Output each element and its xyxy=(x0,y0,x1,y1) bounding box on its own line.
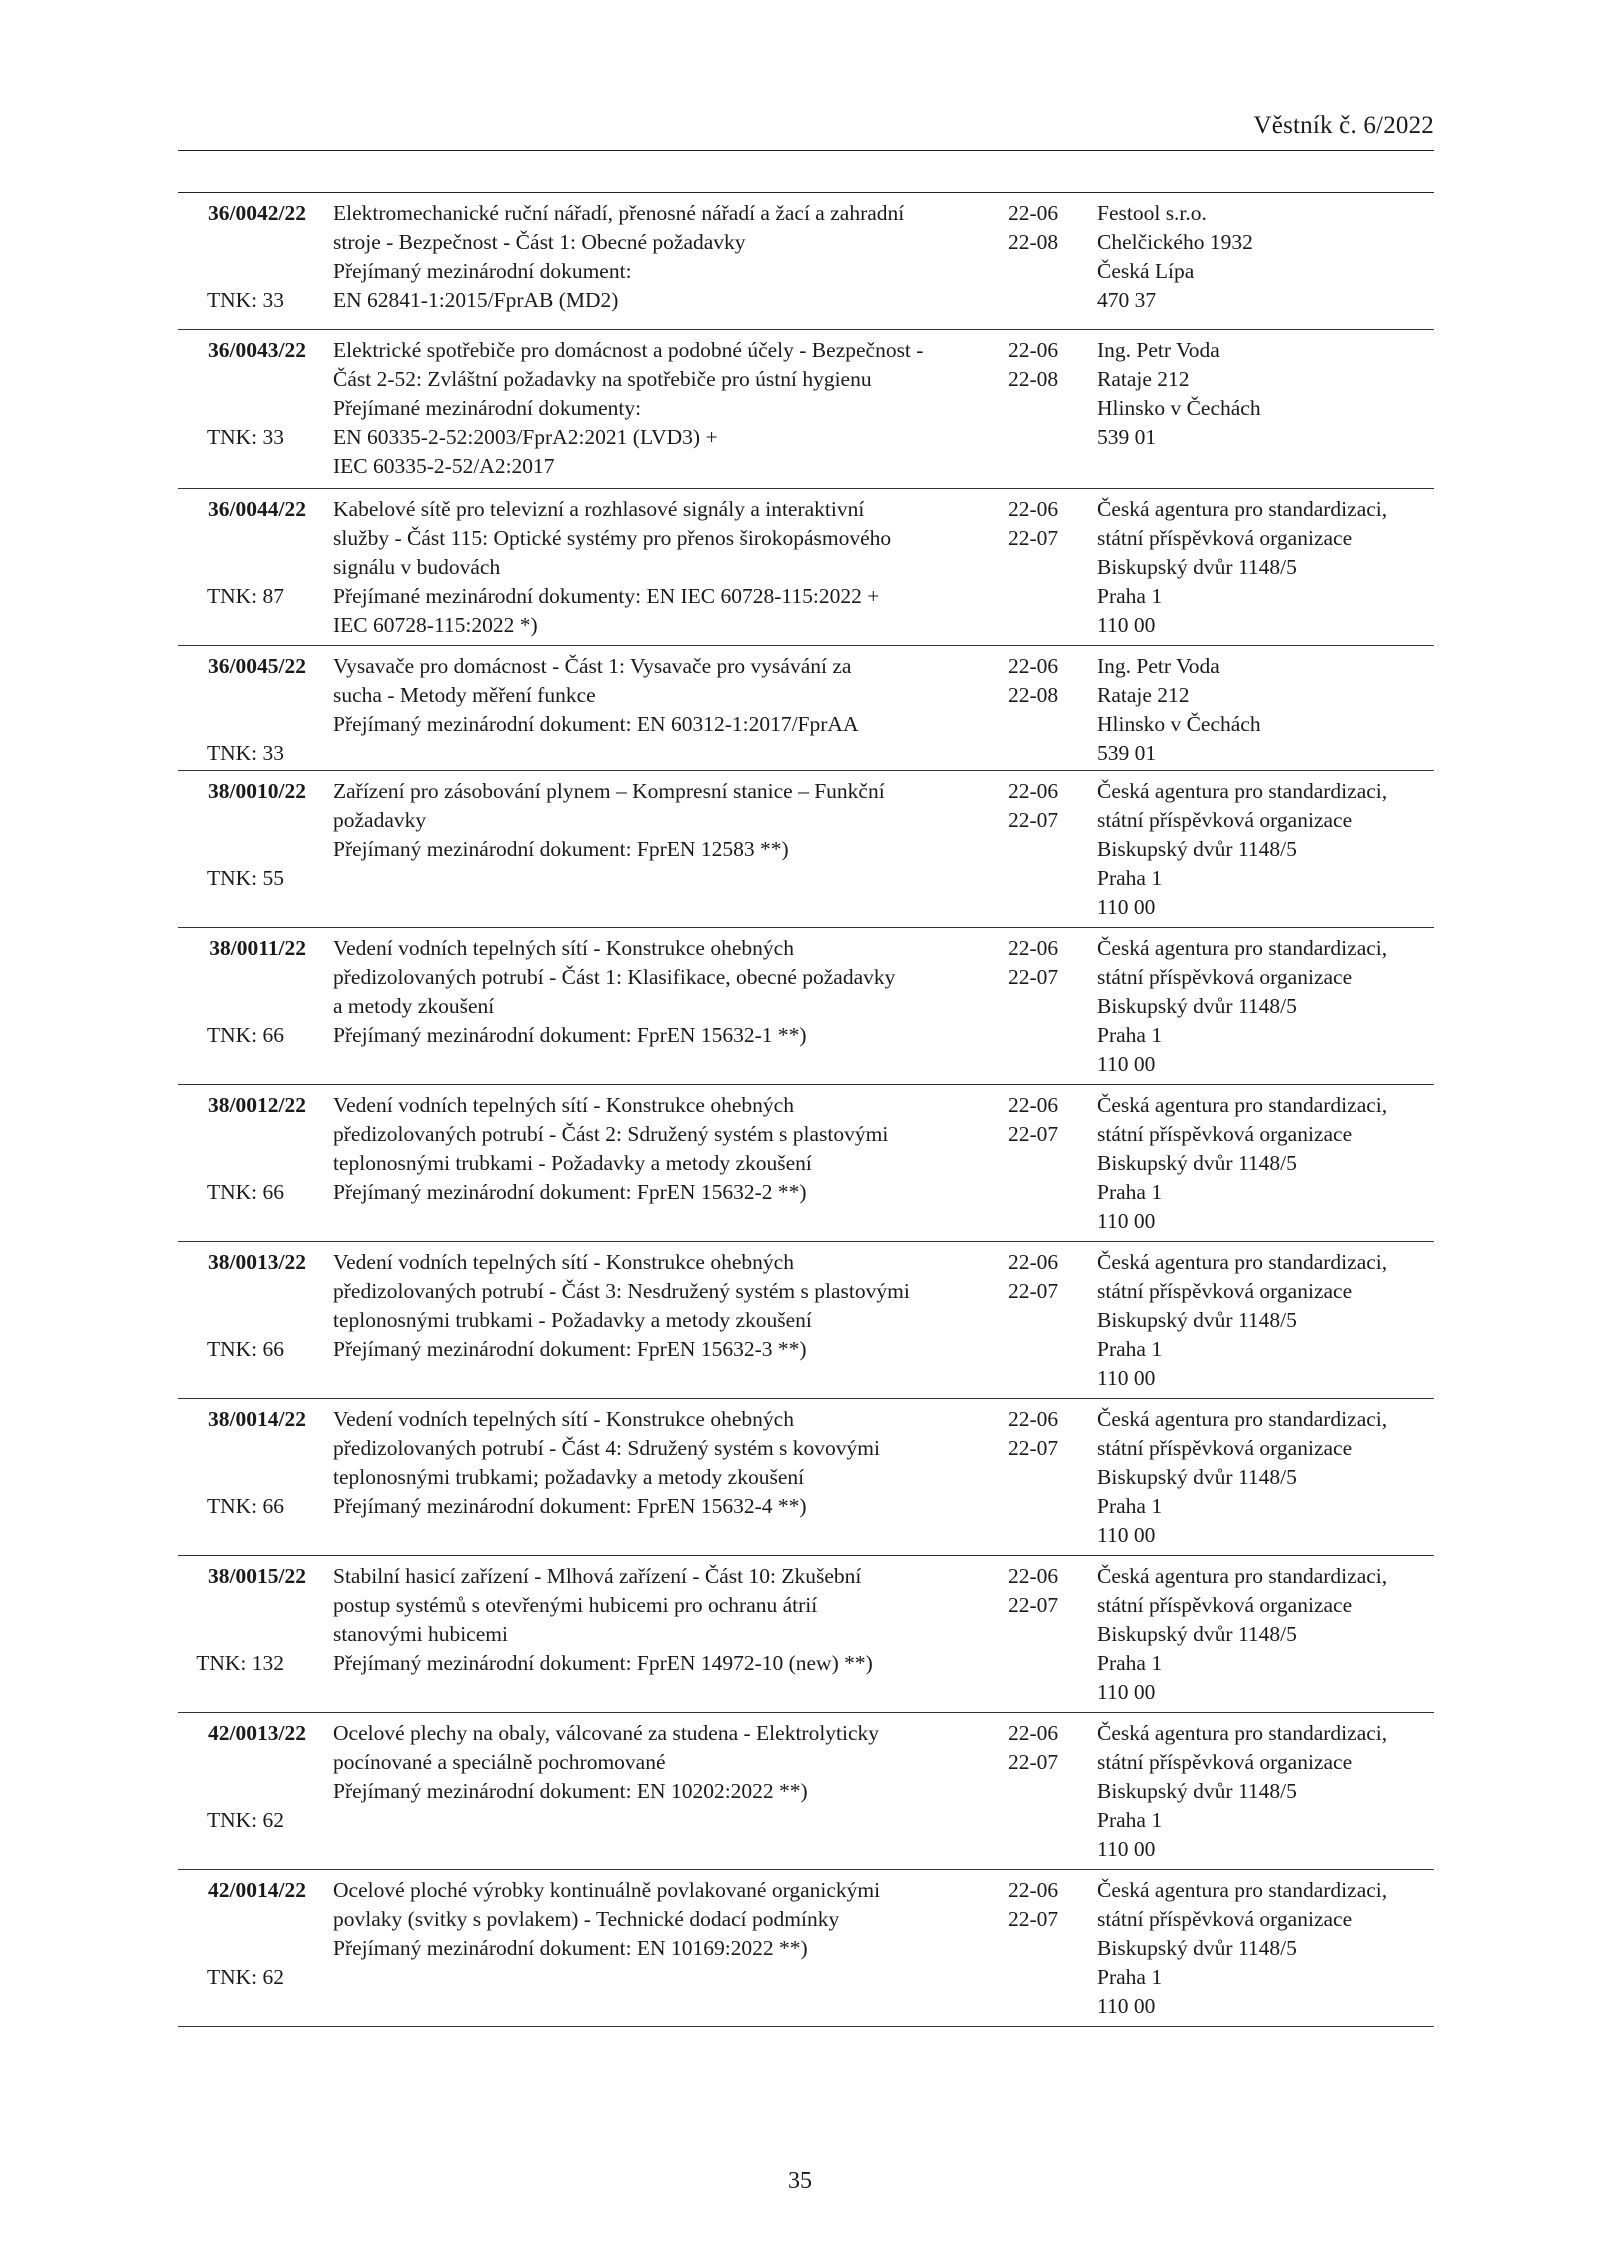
title-line: teplonosnými trubkami; požadavky a metody zkoušení xyxy=(333,1465,805,1489)
processor-address xyxy=(1097,1562,1437,1707)
address-line: Česká agentura pro standardizaci, xyxy=(1097,779,1388,803)
title-line: Přejímaný mezinárodní dokument: FprEN 12583 **) xyxy=(333,837,789,861)
title-line: služby - Část 115: Optické systémy pro přenos širokopásmového xyxy=(333,526,892,550)
page-header xyxy=(178,112,1434,151)
address-line: Praha 1 xyxy=(1097,1651,1163,1675)
standard-title xyxy=(333,336,973,481)
title-line: postup systémů s otevřenými hubicemi pro ochranu átrií xyxy=(333,1593,818,1617)
title-line: Elektrické spotřebiče pro domácnost a podobné účely - Bezpečnost - xyxy=(333,338,924,362)
title-line: Zařízení pro zásobování plynem – Kompresní stanice – Funkční xyxy=(333,779,885,803)
date-value: 22-07 xyxy=(1008,1750,1059,1774)
dates-column xyxy=(1008,336,1078,394)
standard-title xyxy=(333,1562,973,1678)
date-value: 22-06 xyxy=(1008,201,1059,225)
title-line: Přejímaný mezinárodní dokument: FprEN 15632-2 **) xyxy=(333,1180,807,1204)
date-value: 22-06 xyxy=(1008,338,1059,362)
title-line: Přejímaný mezinárodní dokument: FprEN 15632-1 **) xyxy=(333,1023,807,1047)
address-line: Biskupský dvůr 1148/5 xyxy=(1097,555,1297,579)
address-line: Biskupský dvůr 1148/5 xyxy=(1097,837,1297,861)
standard-number: 36/0042/22 xyxy=(208,201,306,225)
row-identifier xyxy=(178,199,306,312)
address-line: Česká agentura pro standardizaci, xyxy=(1097,1093,1388,1117)
dates-column xyxy=(1008,199,1078,257)
standard-number: 36/0045/22 xyxy=(208,654,306,678)
address-line: státní příspěvková organizace xyxy=(1097,1593,1353,1617)
address-line: 539 01 xyxy=(1097,425,1157,449)
title-line: povlaky (svitky s povlakem) - Technické dodací podmínky xyxy=(333,1907,840,1931)
tnk-code: TNK: 55 xyxy=(206,866,284,890)
table-row xyxy=(178,1242,1434,1399)
dates-column xyxy=(1008,1562,1078,1620)
date-value: 22-07 xyxy=(1008,965,1059,989)
standard-number: 38/0012/22 xyxy=(208,1093,306,1117)
table-row xyxy=(178,330,1434,489)
title-line: Ocelové ploché výrobky kontinuálně povlakované organickými xyxy=(333,1878,881,1902)
date-value: 22-08 xyxy=(1008,367,1059,391)
table-row xyxy=(178,1399,1434,1556)
address-line: Biskupský dvůr 1148/5 xyxy=(1097,1151,1297,1175)
address-line: státní příspěvková organizace xyxy=(1097,526,1353,550)
tnk-code: TNK: 87 xyxy=(206,584,284,608)
address-line: Ing. Petr Voda xyxy=(1097,338,1220,362)
standard-title xyxy=(333,934,973,1050)
address-line: 110 00 xyxy=(1097,1052,1156,1076)
dates-column xyxy=(1008,1091,1078,1149)
table-row xyxy=(178,489,1434,646)
title-line: sucha - Metody měření funkce xyxy=(333,683,596,707)
address-line: Biskupský dvůr 1148/5 xyxy=(1097,1308,1297,1332)
standard-number: 38/0013/22 xyxy=(208,1250,306,1274)
address-line: Ing. Petr Voda xyxy=(1097,654,1220,678)
row-identifier xyxy=(178,1405,306,1518)
title-line: Vedení vodních tepelných sítí - Konstrukce ohebných xyxy=(333,1250,794,1274)
address-line: 539 01 xyxy=(1097,741,1157,765)
title-line: Část 2-52: Zvláštní požadavky na spotřebiče pro ústní hygienu xyxy=(333,367,872,391)
address-line: státní příspěvková organizace xyxy=(1097,1436,1353,1460)
title-line: Přejímaný mezinárodní dokument: EN 10202:2022 **) xyxy=(333,1779,808,1803)
title-line: Stabilní hasicí zařízení - Mlhová zařízení - Část 10: Zkušební xyxy=(333,1564,862,1588)
standard-number: 36/0043/22 xyxy=(208,338,306,362)
tnk-code: TNK: 62 xyxy=(206,1808,284,1832)
title-line: Přejímaný mezinárodní dokument: EN 60312-1:2017/FprAA xyxy=(333,712,859,736)
table-row xyxy=(178,193,1434,330)
address-line: Biskupský dvůr 1148/5 xyxy=(1097,994,1297,1018)
standard-title xyxy=(333,199,973,315)
title-line: pocínované a speciálně pochromované xyxy=(333,1750,666,1774)
standard-title xyxy=(333,1248,973,1364)
address-line: 110 00 xyxy=(1097,1209,1156,1233)
title-line: signálu v budovách xyxy=(333,555,501,579)
processor-address xyxy=(1097,1719,1437,1864)
title-line: EN 62841-1:2015/FprAB (MD2) xyxy=(333,288,619,312)
dates-column xyxy=(1008,495,1078,553)
row-identifier xyxy=(178,777,306,890)
standard-title xyxy=(333,1719,973,1806)
title-line: předizolovaných potrubí - Část 2: Sdružený systém s plastovými xyxy=(333,1122,889,1146)
title-line: předizolovaných potrubí - Část 4: Sdružený systém s kovovými xyxy=(333,1436,880,1460)
row-identifier xyxy=(178,1719,306,1832)
date-value: 22-06 xyxy=(1008,497,1059,521)
tnk-code: TNK: 33 xyxy=(206,288,284,312)
tnk-code: TNK: 66 xyxy=(206,1180,284,1204)
address-line: státní příspěvková organizace xyxy=(1097,1279,1353,1303)
date-value: 22-08 xyxy=(1008,230,1059,254)
date-value: 22-06 xyxy=(1008,1564,1059,1588)
dates-column xyxy=(1008,652,1078,710)
row-identifier xyxy=(178,1248,306,1361)
address-line: Hlinsko v Čechách xyxy=(1097,712,1261,736)
row-identifier xyxy=(178,1876,306,1989)
table-row xyxy=(178,1870,1434,2027)
title-line: Přejímaný mezinárodní dokument: FprEN 14972-10 (new) **) xyxy=(333,1651,873,1675)
dates-column xyxy=(1008,1719,1078,1777)
address-line: Česká agentura pro standardizaci, xyxy=(1097,1878,1388,1902)
table-row xyxy=(178,771,1434,928)
date-value: 22-07 xyxy=(1008,1122,1059,1146)
title-line: Vedení vodních tepelných sítí - Konstrukce ohebných xyxy=(333,1093,794,1117)
address-line: státní příspěvková organizace xyxy=(1097,965,1353,989)
standard-title xyxy=(333,652,973,739)
row-identifier xyxy=(178,934,306,1047)
date-value: 22-06 xyxy=(1008,1250,1059,1274)
date-value: 22-07 xyxy=(1008,1907,1059,1931)
date-value: 22-07 xyxy=(1008,1593,1059,1617)
title-line: Přejímaný mezinárodní dokument: FprEN 15632-4 **) xyxy=(333,1494,807,1518)
dates-column xyxy=(1008,1248,1078,1306)
date-value: 22-07 xyxy=(1008,526,1059,550)
date-value: 22-06 xyxy=(1008,1093,1059,1117)
address-line: Praha 1 xyxy=(1097,584,1163,608)
title-line: předizolovaných potrubí - Část 1: Klasifikace, obecné požadavky xyxy=(333,965,896,989)
address-line: Hlinsko v Čechách xyxy=(1097,396,1261,420)
title-line: Přejímaný mezinárodní dokument: FprEN 15632-3 **) xyxy=(333,1337,807,1361)
row-identifier xyxy=(178,1562,306,1675)
title-line: Kabelové sítě pro televizní a rozhlasové signály a interaktivní xyxy=(333,497,865,521)
table-row xyxy=(178,928,1434,1085)
date-value: 22-06 xyxy=(1008,654,1059,678)
date-value: 22-06 xyxy=(1008,1721,1059,1745)
address-line: 110 00 xyxy=(1097,1366,1156,1390)
row-identifier xyxy=(178,495,306,608)
tnk-code: TNK: 33 xyxy=(206,425,284,449)
address-line: Chelčického 1932 xyxy=(1097,230,1253,254)
dates-column xyxy=(1008,934,1078,992)
address-line: Česká Lípa xyxy=(1097,259,1195,283)
standard-number: 42/0013/22 xyxy=(208,1721,306,1745)
title-line: EN 60335-2-52:2003/FprA2:2021 (LVD3) + xyxy=(333,425,718,449)
title-line: Přejímané mezinárodní dokumenty: EN IEC 60728-115:2022 + xyxy=(333,584,880,608)
title-line: Elektromechanické ruční nářadí, přenosné nářadí a žací a zahradní xyxy=(333,201,905,225)
standard-title xyxy=(333,1091,973,1207)
standard-number: 38/0010/22 xyxy=(208,779,306,803)
processor-address xyxy=(1097,934,1437,1079)
dates-column xyxy=(1008,1405,1078,1463)
address-line: státní příspěvková organizace xyxy=(1097,1907,1353,1931)
date-value: 22-08 xyxy=(1008,683,1059,707)
standard-number: 36/0044/22 xyxy=(208,497,306,521)
tnk-code: TNK: 66 xyxy=(206,1337,284,1361)
title-line: požadavky xyxy=(333,808,427,832)
title-line: teplonosnými trubkami - Požadavky a metody zkoušení xyxy=(333,1151,812,1175)
date-value: 22-06 xyxy=(1008,936,1059,960)
address-line: Praha 1 xyxy=(1097,1180,1163,1204)
tnk-code: TNK: 132 xyxy=(196,1651,284,1675)
address-line: 110 00 xyxy=(1097,1994,1156,2018)
table-row xyxy=(178,1556,1434,1713)
title-line: Vedení vodních tepelných sítí - Konstrukce ohebných xyxy=(333,1407,794,1431)
address-line: 110 00 xyxy=(1097,613,1156,637)
processor-address xyxy=(1097,777,1437,922)
standard-title xyxy=(333,1876,973,1963)
date-value: 22-07 xyxy=(1008,808,1059,832)
address-line: státní příspěvková organizace xyxy=(1097,1750,1353,1774)
standard-number: 38/0015/22 xyxy=(208,1564,306,1588)
standard-title xyxy=(333,495,973,640)
date-value: 22-07 xyxy=(1008,1279,1059,1303)
title-line: Přejímaný mezinárodní dokument: xyxy=(333,259,632,283)
address-line: Česká agentura pro standardizaci, xyxy=(1097,1721,1388,1745)
page-number: 35 xyxy=(788,2168,812,2194)
title-line: předizolovaných potrubí - Část 3: Nesdružený systém s plastovými xyxy=(333,1279,910,1303)
title-line: Ocelové plechy na obaly, válcované za studena - Elektrolyticky xyxy=(333,1721,880,1745)
standard-number: 42/0014/22 xyxy=(208,1878,306,1902)
address-line: státní příspěvková organizace xyxy=(1097,808,1353,832)
address-line: Česká agentura pro standardizaci, xyxy=(1097,1250,1388,1274)
title-line: Vysavače pro domácnost - Část 1: Vysavače pro vysávání za xyxy=(333,654,852,678)
processor-address xyxy=(1097,199,1437,315)
processor-address xyxy=(1097,1405,1437,1550)
standard-title xyxy=(333,1405,973,1521)
address-line: 110 00 xyxy=(1097,1680,1156,1704)
address-line: Praha 1 xyxy=(1097,1494,1163,1518)
title-line: Přejímaný mezinárodní dokument: EN 10169:2022 **) xyxy=(333,1936,808,1960)
address-line: Rataje 212 xyxy=(1097,683,1190,707)
address-line: Česká agentura pro standardizaci, xyxy=(1097,936,1388,960)
processor-address xyxy=(1097,652,1437,768)
processor-address xyxy=(1097,1876,1437,2021)
title-line: stanovými hubicemi xyxy=(333,1622,508,1646)
address-line: Česká agentura pro standardizaci, xyxy=(1097,497,1388,521)
standard-title xyxy=(333,777,973,864)
address-line: 110 00 xyxy=(1097,895,1156,919)
standards-table xyxy=(178,192,1434,2027)
address-line: Praha 1 xyxy=(1097,1023,1163,1047)
address-line: Česká agentura pro standardizaci, xyxy=(1097,1564,1388,1588)
address-line: 470 37 xyxy=(1097,288,1157,312)
dates-column xyxy=(1008,1876,1078,1934)
address-line: státní příspěvková organizace xyxy=(1097,1122,1353,1146)
processor-address xyxy=(1097,336,1437,452)
title-line: IEC 60335-2-52/A2:2017 xyxy=(333,454,555,478)
row-identifier xyxy=(178,652,306,765)
title-line: teplonosnými trubkami - Požadavky a metody zkoušení xyxy=(333,1308,812,1332)
processor-address xyxy=(1097,495,1437,640)
row-identifier xyxy=(178,336,306,449)
title-line: Vedení vodních tepelných sítí - Konstrukce ohebných xyxy=(333,936,794,960)
address-line: Festool s.r.o. xyxy=(1097,201,1207,225)
address-line: 110 00 xyxy=(1097,1523,1156,1547)
address-line: Praha 1 xyxy=(1097,1965,1163,1989)
tnk-code: TNK: 33 xyxy=(206,741,284,765)
processor-address xyxy=(1097,1091,1437,1236)
date-value: 22-06 xyxy=(1008,1407,1059,1431)
row-identifier xyxy=(178,1091,306,1204)
address-line: Biskupský dvůr 1148/5 xyxy=(1097,1779,1297,1803)
address-line: Rataje 212 xyxy=(1097,367,1190,391)
bulletin-title: Věstník č. 6/2022 xyxy=(1253,112,1434,139)
dates-column xyxy=(1008,777,1078,835)
title-line: a metody zkoušení xyxy=(333,994,495,1018)
tnk-code: TNK: 66 xyxy=(206,1023,284,1047)
processor-address xyxy=(1097,1248,1437,1393)
address-line: Praha 1 xyxy=(1097,1808,1163,1832)
tnk-code: TNK: 62 xyxy=(206,1965,284,1989)
table-row xyxy=(178,1713,1434,1870)
address-line: 110 00 xyxy=(1097,1837,1156,1861)
date-value: 22-07 xyxy=(1008,1436,1059,1460)
address-line: Praha 1 xyxy=(1097,1337,1163,1361)
table-row xyxy=(178,646,1434,771)
standard-number: 38/0011/22 xyxy=(209,936,306,960)
tnk-code: TNK: 66 xyxy=(206,1494,284,1518)
table-row xyxy=(178,1085,1434,1242)
address-line: Biskupský dvůr 1148/5 xyxy=(1097,1622,1297,1646)
title-line: stroje - Bezpečnost - Část 1: Obecné požadavky xyxy=(333,230,746,254)
standard-number: 38/0014/22 xyxy=(208,1407,306,1431)
title-line: Přejímané mezinárodní dokumenty: xyxy=(333,396,642,420)
date-value: 22-06 xyxy=(1008,1878,1059,1902)
address-line: Biskupský dvůr 1148/5 xyxy=(1097,1465,1297,1489)
title-line: IEC 60728-115:2022 *) xyxy=(333,613,538,637)
date-value: 22-06 xyxy=(1008,779,1059,803)
address-line: Česká agentura pro standardizaci, xyxy=(1097,1407,1388,1431)
address-line: Praha 1 xyxy=(1097,866,1163,890)
address-line: Biskupský dvůr 1148/5 xyxy=(1097,1936,1297,1960)
